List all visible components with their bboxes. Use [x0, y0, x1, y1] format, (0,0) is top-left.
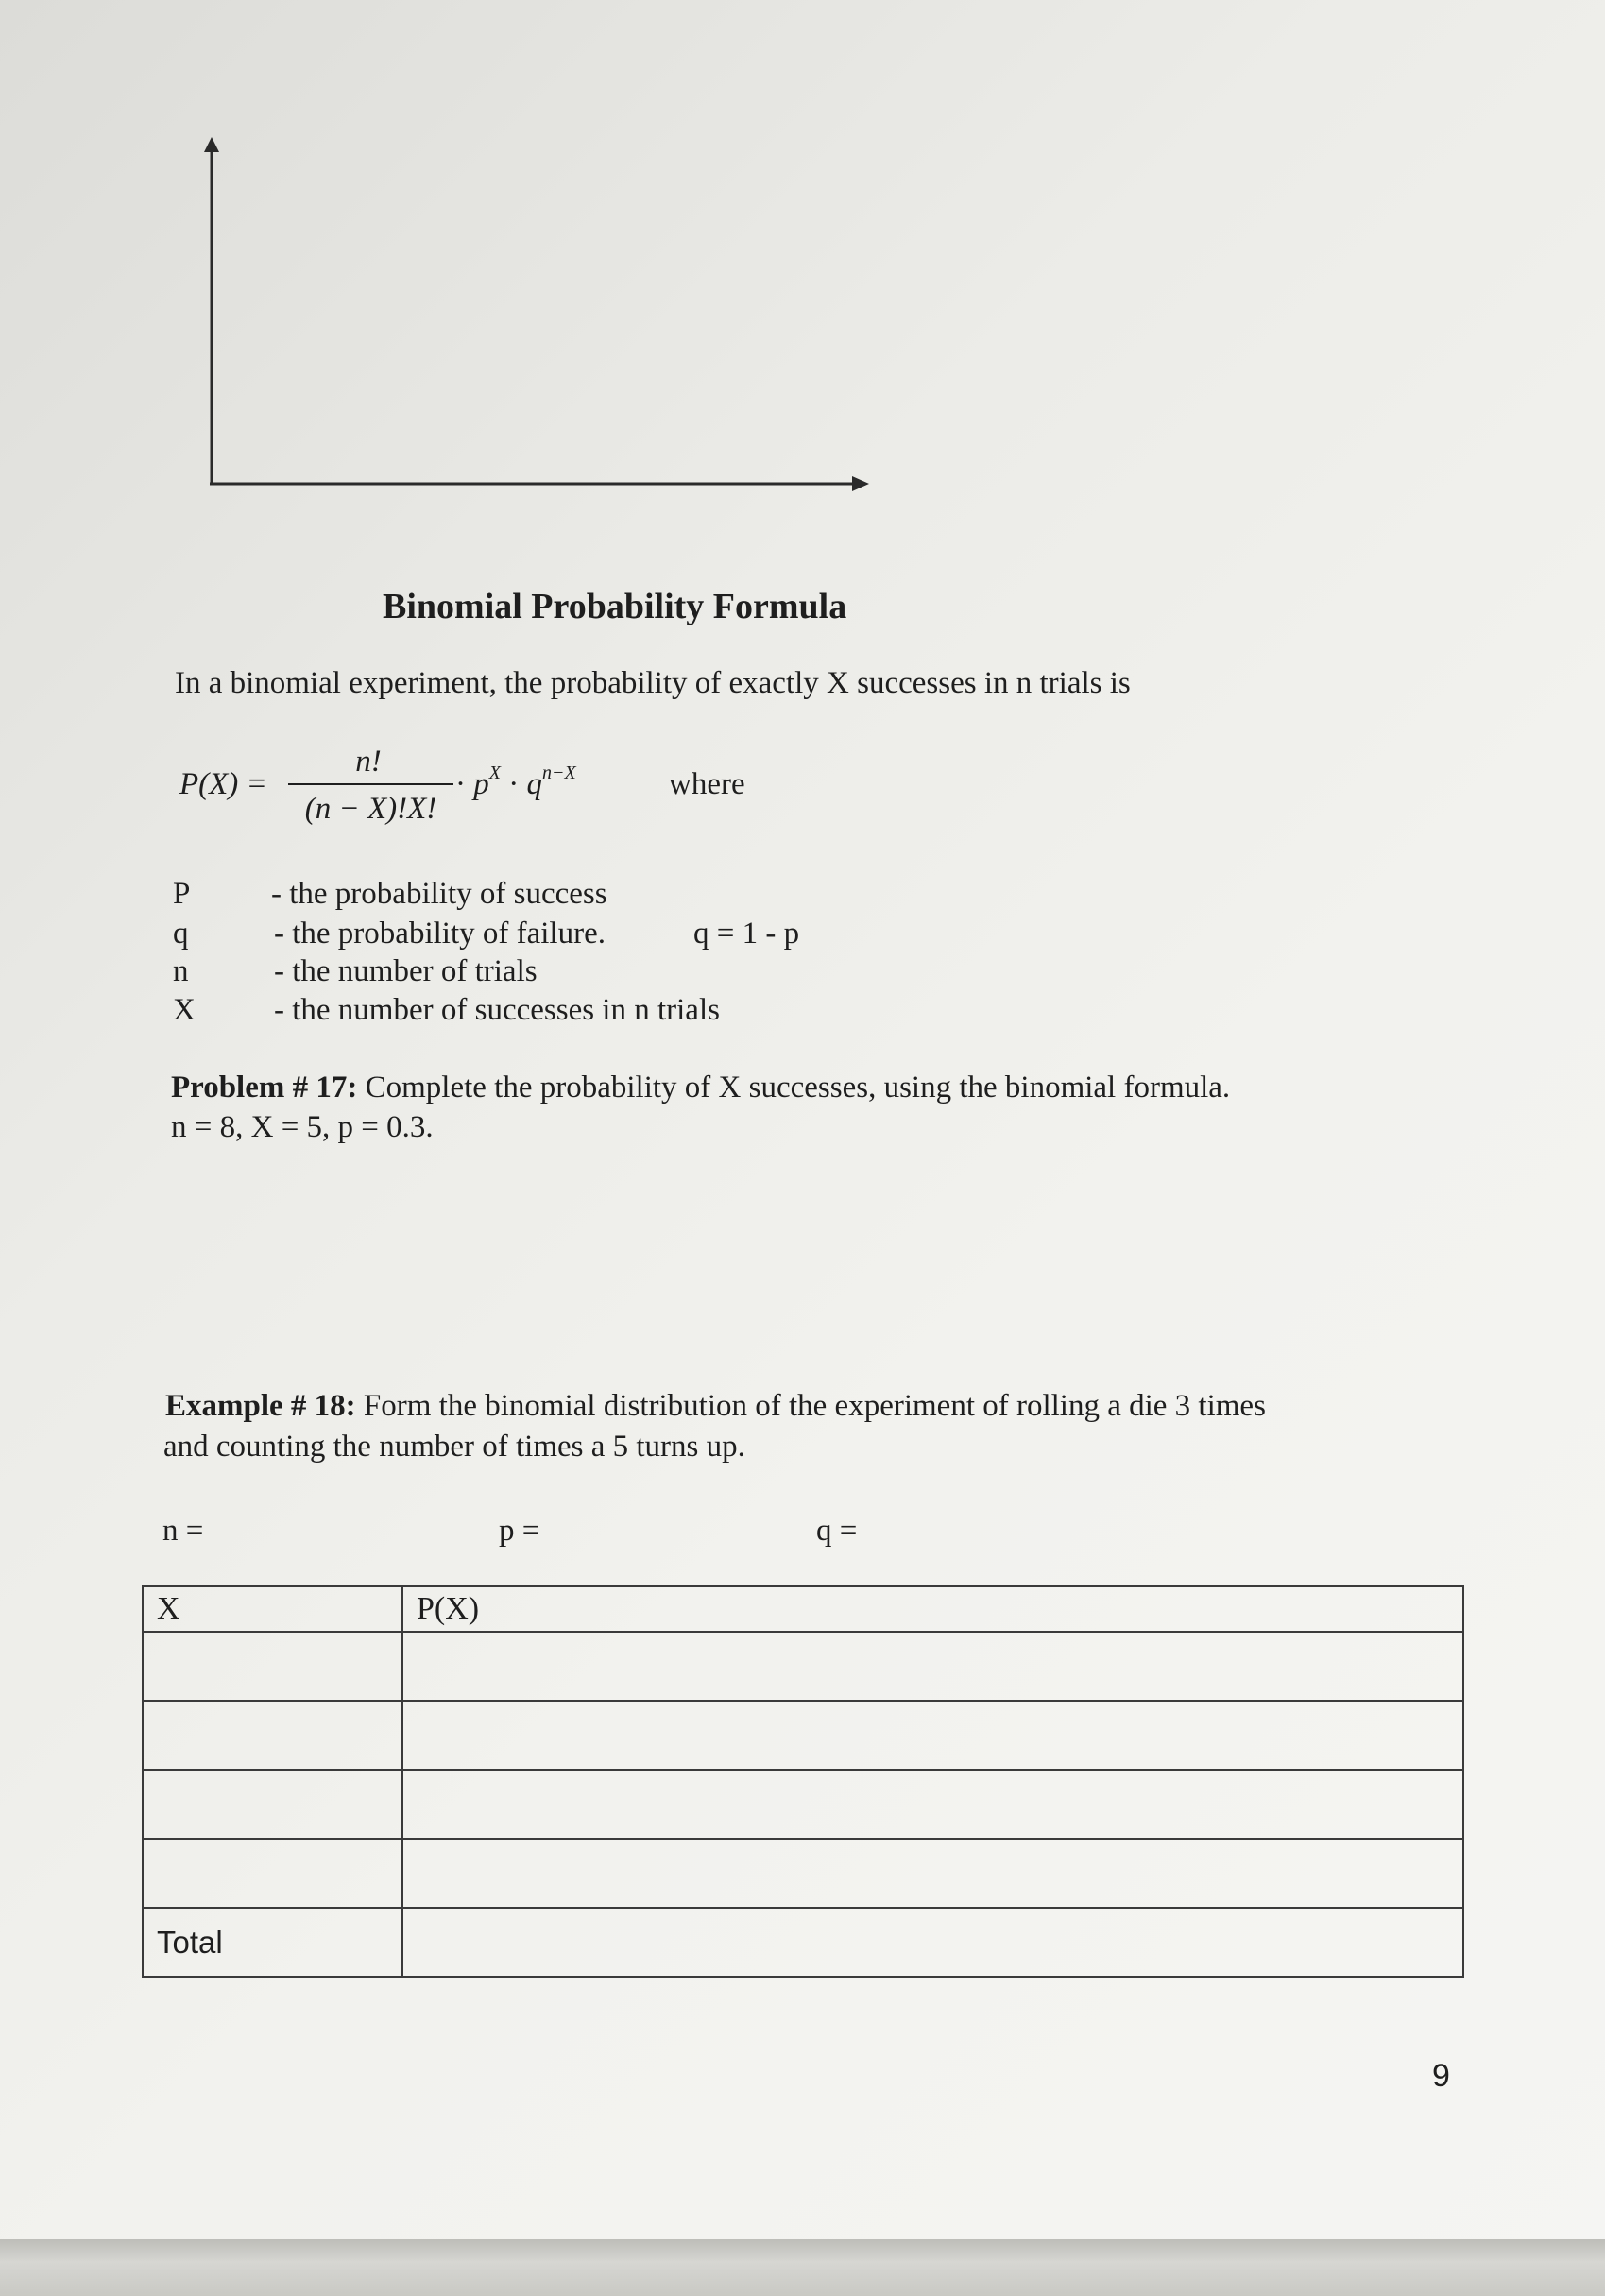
x-axis-arrowhead [852, 476, 869, 491]
binomial-distribution-table [142, 1585, 1464, 1978]
table-header-row [143, 1586, 1463, 1632]
table-cell-px [402, 1839, 1463, 1908]
table-cell-px [402, 1701, 1463, 1770]
problem-17-text: Complete the probability of X successes, using the binomial formula. [357, 1071, 1231, 1105]
p-blank: p = [499, 1514, 540, 1548]
header-x: X [143, 1586, 402, 1632]
table-cell-px [402, 1770, 1463, 1839]
formula-dot: · [508, 767, 520, 801]
header-px: P(X) [402, 1586, 1463, 1632]
example-18-text-line2: and counting the number of times a 5 turns up. [163, 1430, 745, 1464]
problem-17-label: Problem # 17: [171, 1071, 358, 1105]
table-row [143, 1632, 1463, 1701]
table-cell-x [143, 1770, 402, 1839]
background-paper-edge [0, 2239, 1605, 2296]
table-row [143, 1839, 1463, 1908]
definition-text: - the number of successes in n trials [274, 993, 720, 1027]
table-cell-x [143, 1839, 402, 1908]
formula-lhs: P(X) = [179, 767, 267, 801]
example-18-statement [165, 1389, 1266, 1424]
table-cell-x [143, 1701, 402, 1770]
table-row [143, 1770, 1463, 1839]
definition-symbol: q [173, 917, 189, 951]
total-label: Total [143, 1908, 402, 1977]
problem-17-statement [171, 1071, 1230, 1105]
formula-p-exponent: X [488, 762, 501, 783]
n-blank: n = [162, 1514, 204, 1548]
formula-denominator: (n − X)!X! [304, 792, 437, 826]
y-axis-arrowhead [204, 137, 219, 152]
problem-17-params: n = 8, X = 5, p = 0.3. [171, 1110, 434, 1144]
definition-text: - the number of trials [274, 954, 538, 988]
intro-text: In a binomial experiment, the probability of exactly X successes in n trials is [175, 666, 1131, 700]
formula-q-exponent: n−X [541, 762, 576, 783]
q-relation: q = 1 - p [693, 917, 800, 951]
page-number: 9 [1432, 2058, 1450, 2094]
table-cell-px [402, 1632, 1463, 1701]
definition-symbol: X [173, 993, 196, 1027]
formula-where: where [669, 767, 745, 801]
blank-axes-graph [189, 128, 888, 505]
formula-dot: · [455, 767, 466, 801]
definition-symbol: n [173, 954, 189, 988]
formula-numerator: n! [355, 745, 382, 779]
table-row [143, 1701, 1463, 1770]
definition-text: - the probability of failure. [274, 917, 606, 951]
definition-text: - the probability of success [271, 877, 607, 911]
table-cell-x [143, 1632, 402, 1701]
section-title: Binomial Probability Formula [383, 587, 847, 626]
total-value-cell [402, 1908, 1463, 1977]
table-total-row [143, 1908, 1463, 1977]
q-blank: q = [816, 1514, 858, 1548]
example-18-label: Example # 18: [165, 1389, 356, 1423]
example-18-text: Form the binomial distribution of the experiment of rolling a die 3 times [355, 1389, 1266, 1423]
formula-p: p [473, 767, 489, 801]
fraction-bar [288, 783, 453, 785]
definition-symbol: P [173, 877, 191, 911]
formula-q: q [526, 767, 542, 801]
